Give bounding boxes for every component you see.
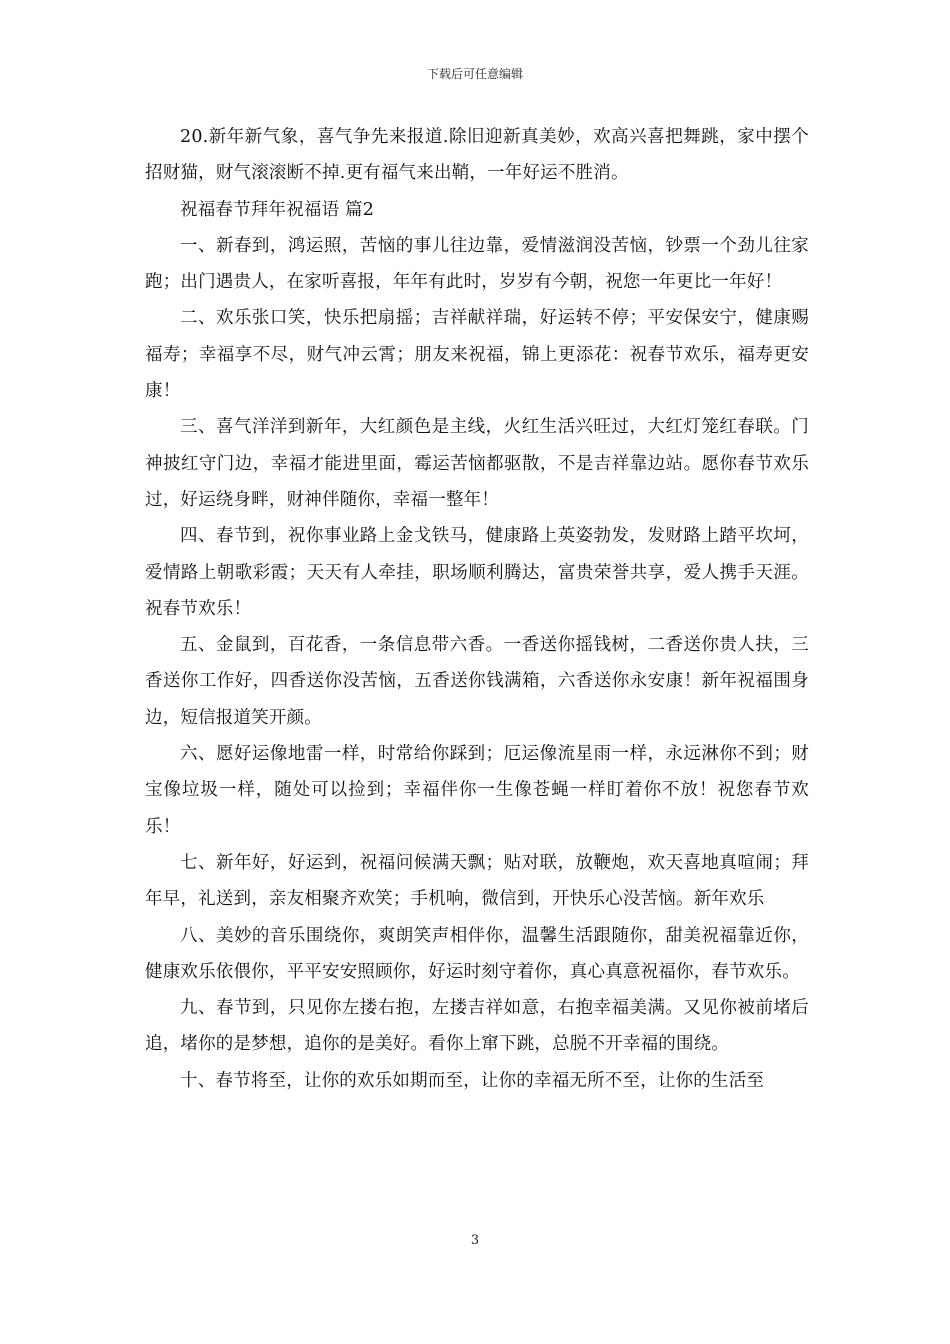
paragraph-4: 四、春节到，祝你事业路上金戈铁马，健康路上英姿勃发，发财路上踏平坎坷，爱情路上朝歌彩霞；天天有人牵挂，职场顺利腾达，富贵荣誉共享，爱人携手天涯。祝春节欢乐！	[145, 526, 809, 619]
document-body	[145, 119, 809, 1099]
paragraph-7: 七、新年好，好运到，祝福问候满天飘；贴对联，放鞭炮，欢天喜地真喧闹；拜年早，礼送到，亲友相聚齐欢笑；手机响，微信到，开快乐心没苦恼。新年欢乐	[145, 852, 809, 910]
paragraph-6: 六、愿好运像地雷一样，时常给你踩到；厄运像流星雨一样，永远淋你不到；财宝像垃圾一样，随处可以捡到；幸福伴你一生像苍蝇一样盯着你不放！祝您春节欢乐！	[145, 744, 809, 837]
paragraph-9: 九、春节到，只见你左搂右抱，左搂吉祥如意，右抱幸福美满。又见你被前堵后追，堵你的是梦想，追你的是美好。看你上窜下跳，总脱不开幸福的围绕。	[145, 998, 809, 1055]
paragraph-20: 20.新年新气象，喜气争先来报道.除旧迎新真美妙，欢高兴喜把舞跳，家中摆个招财猫，财气滚滚断不掉.更有福气来出鞘，一年好运不胜消。	[145, 127, 809, 184]
paragraph-2: 二、欢乐张口笑，快乐把扇摇；吉祥献祥瑞，好运转不停；平安保安宁，健康赐福寿；幸福享不尽，财气冲云霄；朋友来祝福，锦上更添花：祝春节欢乐，福寿更安康！	[145, 308, 809, 402]
page-header: 下载后可任意编辑	[426, 67, 523, 81]
page-number: 3	[470, 1233, 480, 1248]
paragraph-5: 五、金鼠到，百花香，一条信息带六香。一香送你摇钱树，二香送你贵人扶，三香送你工作好，四香送你没苦恼，五香送你钱满箱，六香送你永安康！新年祝福围身边，短信报道笑开颜。	[145, 635, 809, 728]
paragraph-3: 三、喜气洋洋到新年，大红颜色是主线，火红生活兴旺过，大红灯笼红春联。门神披红守门边，幸福才能进里面，霉运苦恼都驱散，不是吉祥靠边站。愿你春节欢乐过，好运绕身畔，财神伴随你，幸福一整年！	[145, 417, 809, 510]
paragraph-8: 八、美妙的音乐围绕你，爽朗笑声相伴你，温馨生活跟随你，甜美祝福靠近你，健康欢乐依偎你，平平安安照顾你，好运时刻守着你，真心真意祝福你，春节欢乐。	[145, 925, 809, 982]
paragraph-1: 一、新春到，鸿运照，苦恼的事儿往边靠，爱情滋润没苦恼，钞票一个劲儿往家跑；出门遇贵人，在家听喜报，年年有此时，岁岁有今朝，祝您一年更比一年好！	[145, 235, 809, 293]
paragraph-10: 十、春节将至，让你的欢乐如期而至，让你的幸福无所不至，让你的生活至	[180, 1070, 765, 1091]
section-title: 祝福春节拜年祝福语 篇2	[180, 199, 375, 220]
